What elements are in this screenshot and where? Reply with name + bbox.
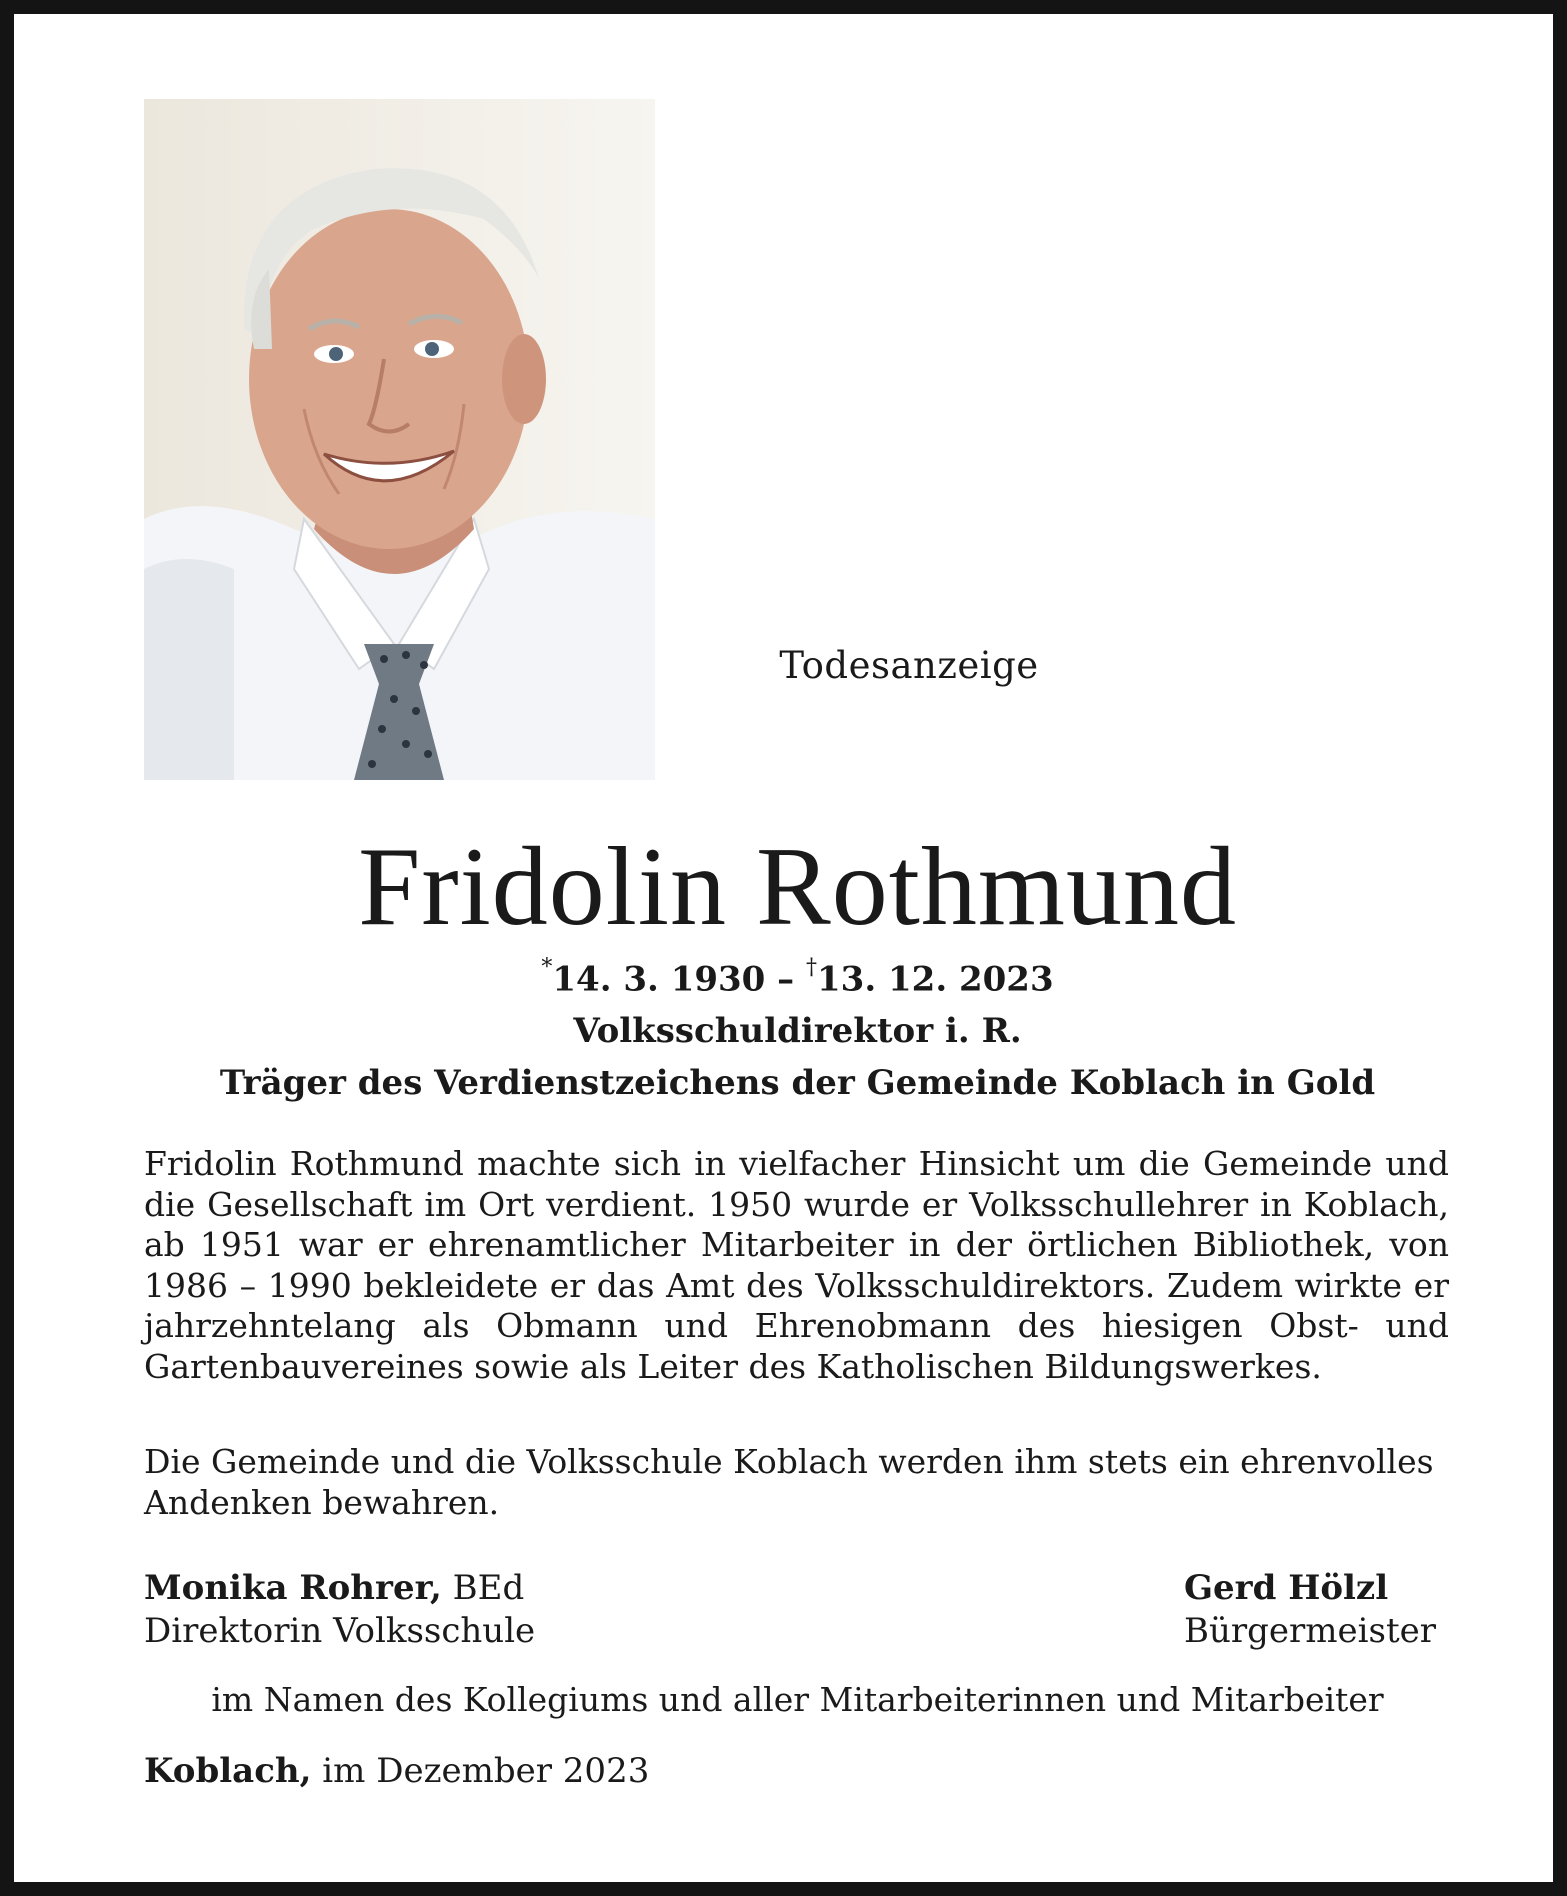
life-dates [14, 955, 1567, 1000]
place-date-line [144, 1751, 649, 1791]
signatory-left-suffix: BEd [441, 1568, 525, 1608]
honor-line: Träger des Verdienstzeichens der Gemeinde Koblach in Gold [219, 1063, 1376, 1103]
remembrance-paragraph: Die Gemeinde und die Volksschule Koblach werden ihm stets ein ehrenvolles Andenken bewahren. [144, 1442, 1434, 1522]
closing-date: im Dezember 2023 [311, 1751, 650, 1791]
signatory-right [1184, 1567, 1436, 1653]
birth-date: 14. 3. 1930 [552, 959, 766, 1000]
professional-title: Volksschuldirektor i. R. [573, 1011, 1022, 1051]
on-behalf-line: im Namen des Kollegiums und aller Mitarbeiterinnen und Mitarbeiter [211, 1680, 1384, 1719]
notice-label: Todesanzeige [779, 644, 1039, 687]
closing-place: Koblach, [144, 1751, 312, 1791]
portrait-photo-icon [144, 99, 655, 780]
birth-symbol: * [541, 955, 553, 980]
tribute-paragraph: Fridolin Rothmund machte sich in vielfacher Hinsicht um die Gemeinde und die Gesellschaft im Ort verdient. 1950 wurde er Volksschullehrer in Koblach, ab 1951 war er ehrenamtlicher Mitarbeiter in der örtlichen Bibliothek, von 1986 – 1990 bekleidete er das Amt des Volksschuldirektors. Zudem wirkte er jahrzehntelang als Obmann und Ehrenobmann des hiesigen Obst- und Gartenbauvereines sowie als Leiter des Katholischen Bildungswerkes. [144, 1144, 1449, 1386]
date-separator: – [765, 959, 807, 1000]
signatory-right-role: Bürgermeister [1184, 1611, 1436, 1651]
signatory-left-role: Direktorin Volksschule [144, 1611, 536, 1651]
death-symbol: † [806, 955, 818, 980]
death-date: 13. 12. 2023 [817, 959, 1054, 1000]
portrait-photo [144, 99, 655, 780]
signatory-left [144, 1567, 535, 1653]
signatory-right-name: Gerd Hölzl [1184, 1568, 1389, 1608]
signatory-left-name: Monika Rohrer, [144, 1568, 442, 1608]
deceased-name: Fridolin Rothmund [358, 825, 1237, 949]
